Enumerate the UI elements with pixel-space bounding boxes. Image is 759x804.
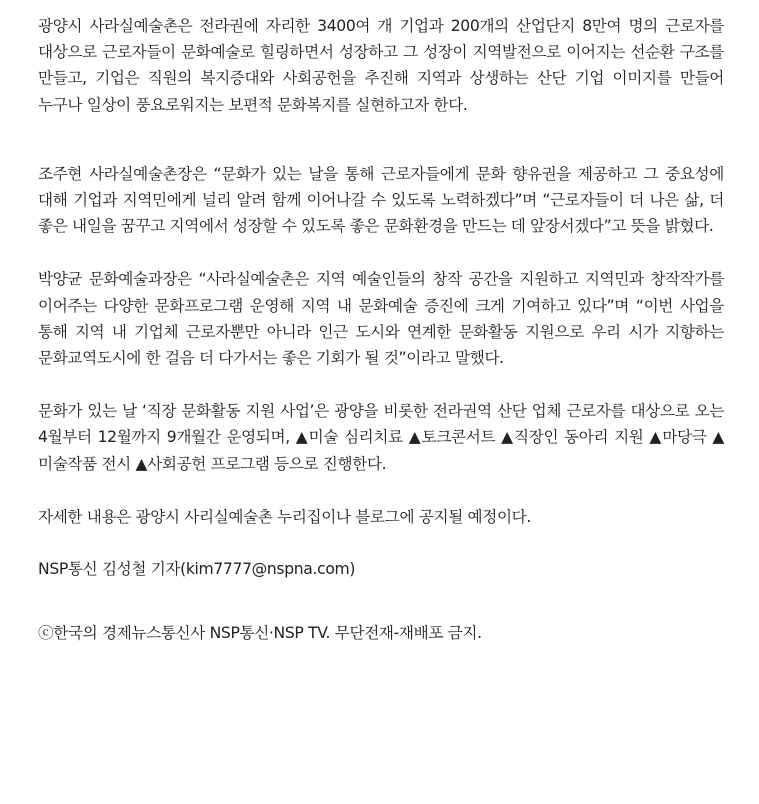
- paragraph-spacer: [38, 477, 724, 504]
- article-body: [38, 13, 724, 646]
- paragraph-spacer: [38, 239, 724, 266]
- paragraph-spacer: [38, 582, 724, 620]
- article-paragraph: 조주현 사라실예술촌장은 “문화가 있는 날을 통해 근로자들에게 문화 향유권을 제공하고 그 중요성에 대해 기업과 지역민에게 널리 알려 함께 이어나갈 수 있도록 노력하겠다”며 “근로자들이 더 나은 삶, 더 좋은 내일을 꿈꾸고 지역에서 성장할 수 있도록 좋은 문화환경을 만드는 데 앞장서겠다”고 뜻을 밝혔다.: [38, 164, 724, 236]
- article-paragraph: 자세한 내용은 광양시 사리실예술촌 누리집이나 블로그에 공지될 예정이다.: [38, 507, 531, 526]
- copyright-notice: ⓒ한국의 경제뉴스통신사 NSP통신·NSP TV. 무단전재-재배포 금지.: [38, 624, 482, 643]
- byline: NSP통신 김성철 기자(kim7777@nspna.com): [38, 560, 356, 579]
- paragraph-spacer: [38, 118, 724, 161]
- paragraph-spacer: [38, 530, 724, 556]
- article-paragraph: 박양균 문화예술과장은 “사라실예술촌은 지역 예술인들의 창작 공간을 지원하고 지역민과 창작작가를 이어주는 다양한 문화프로그램 운영해 지역 내 문화예술 증진에 크게 기여하고 있다”며 “이번 사업을 통해 지역 내 기업체 근로자뿐만 아니라 인근 도시와 연계한 문화활동 지원으로 우리 시가 지향하는 문화교역도시에 한 걸음 더 다가서는 좋은 기회가 될 것”이라고 말했다.: [38, 270, 724, 368]
- paragraph-spacer: [38, 371, 724, 398]
- article-paragraph: 광양시 사라실예술촌은 전라권에 자리한 3400여 개 기업과 200개의 산업단지 8만여 명의 근로자를 대상으로 근로자들이 문화예술로 힐링하면서 성장하고 그 성장이 지역발전으로 이어지는 선순환 구조를 만들고, 기업은 직원의 복지증대와 사회공헌을 추진해 지역과 상생하는 산단 기업 이미지를 만들어 누구나 일상이 풍요로워지는 보편적 문화복지를 실현하고자 한다.: [38, 17, 724, 114]
- article-paragraph: 문화가 있는 날 ‘직장 문화활동 지원 사업’은 광양을 비롯한 전라권역 산단 업체 근로자를 대상으로 오는 4월부터 12월까지 9개월간 운영되며, ▲미술 심리치료 ▲토크콘서트 ▲직장인 동아리 지원 ▲마당극 ▲미술작품 전시 ▲사회공헌 프로그램 등으로 진행한다.: [38, 402, 724, 473]
